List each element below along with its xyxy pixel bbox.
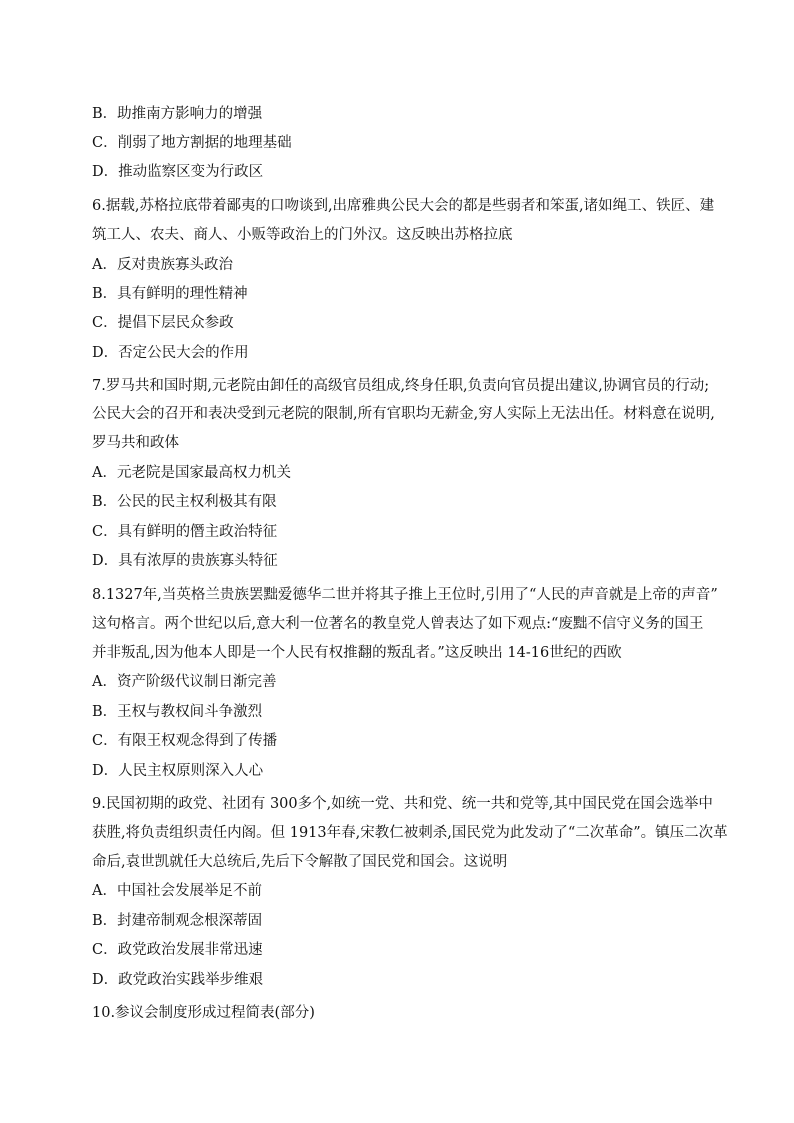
q7-option-d: D．具有浓厚的贵族寡头特征 [92,553,278,569]
q8-option-c: C．有限王权观念得到了传播 [92,733,278,749]
q9-option-c: C．政党政治发展非常迅速 [92,942,263,958]
q8-option-b: B．王权与教权间斗争激烈 [92,704,263,720]
q8-stem-line-2: 这句格言。两个世纪以后,意大利一位著名的教皇党人曾表达了如下观点:“废黜不信守义务的国王 [92,616,704,632]
q7-option-a: A．元老院是国家最高权力机关 [92,465,291,481]
q8-option-d: D．人民主权原则深入人心 [92,763,264,779]
q7-option-c: C．具有鲜明的僭主政治特征 [92,524,278,540]
q6-option-d: D．否定公民大会的作用 [92,345,249,361]
q6-option-c: C．提倡下层民众参政 [92,315,234,331]
q9-option-b: B．封建帝制观念根深蒂固 [92,913,263,929]
q7-stem-line-2: 公民大会的召开和表决受到元老院的限制,所有官职均无薪金,穷人实际上无法出任。材料意在说明, [92,406,715,422]
q6-stem-line-2: 筑工人、农夫、商人、小贩等政治上的门外汉。这反映出苏格拉底 [92,227,513,243]
q9-stem-line-1: 9.民国初期的政党、社团有 300多个,如统一党、共和党、统一共和党等,其中国民党在国会选举中 [92,796,713,812]
q6-stem-line-1: 6.据载,苏格拉底带着鄙夷的口吻谈到,出席雅典公民大会的都是些弱者和笨蛋,诸如绳工、铁匠、建 [92,198,715,214]
q7-stem-line-1: 7.罗马共和国时期,元老院由卸任的高级官员组成,终身任职,负责向官员提出建议,协调官员的行动; [92,378,710,394]
q8-stem-line-1: 8.1327年,当英格兰贵族罢黜爱德华二世并将其子推上王位时,引用了“人民的声音就是上帝的声音” [92,587,718,603]
q7-stem-line-3: 罗马共和政体 [92,435,179,451]
q9-stem-line-2: 获胜,将负责组织责任内阁。但 1913年春,宋教仁被刺杀,国民党为此发动了“二次革命”。镇压二次革 [92,825,728,841]
q6-option-b: B．具有鲜明的理性精神 [92,286,248,302]
q9-stem-line-3: 命后,袁世凯就任大总统后,先后下令解散了国民党和国会。这说明 [92,854,508,870]
q5-option-c: C．削弱了地方割据的地理基础 [92,135,292,151]
q9-option-a: A．中国社会发展举足不前 [92,883,262,899]
q8-option-a: A．资产阶级代议制日渐完善 [92,674,277,690]
q10-stem: 10.参议会制度形成过程简表(部分) [92,1005,315,1021]
q6-option-a: A．反对贵族寡头政治 [92,257,233,273]
q9-option-d: D．政党政治实践举步维艰 [92,972,264,988]
q7-option-b: B．公民的民主权利极其有限 [92,494,277,510]
q5-option-b: B．助推南方影响力的增强 [92,106,263,122]
q8-stem-line-3: 并非叛乱,因为他本人即是一个人民有权推翻的叛乱者。”这反映出 14-16世纪的西欧 [92,645,622,661]
q5-option-d: D．推动监察区变为行政区 [92,164,264,180]
